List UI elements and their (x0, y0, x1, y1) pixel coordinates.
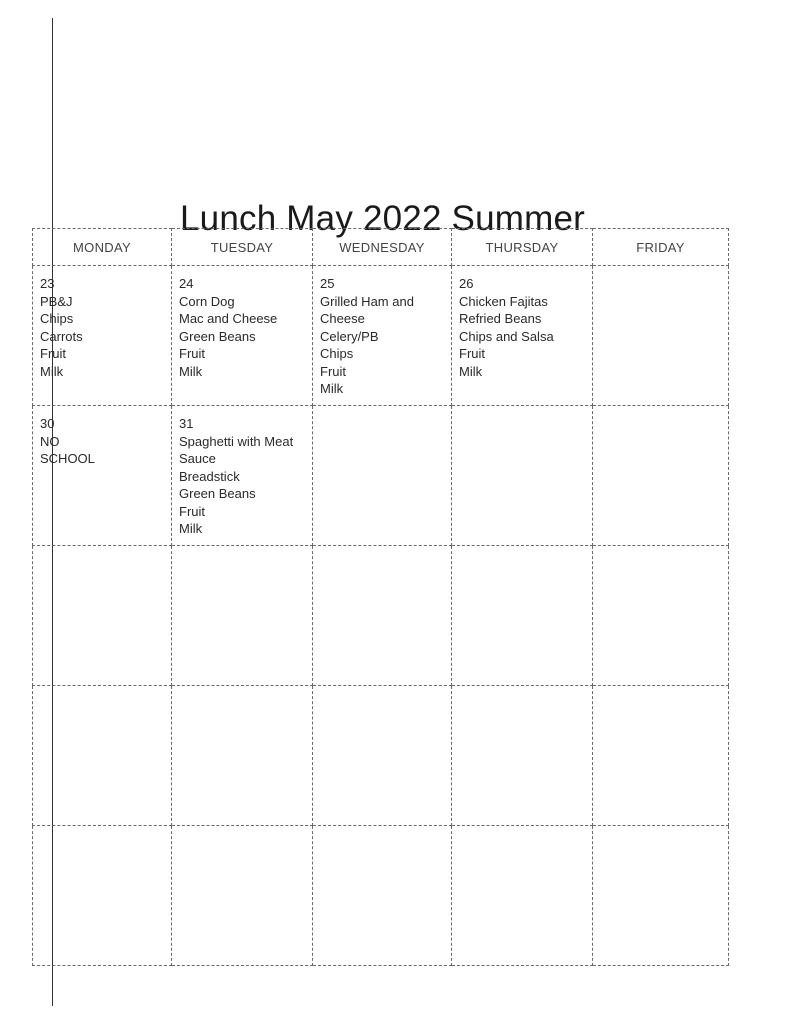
day-cell (313, 686, 452, 826)
menu-item: Fruit (179, 346, 205, 361)
week-row (33, 686, 729, 826)
day-cell-content (33, 826, 171, 835)
day-cell-content (593, 406, 728, 415)
menu-item: Fruit (40, 346, 66, 361)
day-cell (313, 406, 452, 546)
day-cell (593, 546, 729, 686)
weekday-header-thursday: THURSDAY (452, 229, 593, 266)
day-cell-content (313, 406, 451, 415)
day-cell (33, 546, 172, 686)
menu-item: Green Beans (179, 328, 256, 344)
menu-item: Green Beans (179, 486, 256, 501)
day-cell-content (33, 266, 171, 380)
week-row (33, 406, 729, 546)
page-title: Lunch May 2022 Summer (180, 199, 585, 239)
day-date: 30 (40, 416, 55, 431)
day-cell-content (313, 686, 451, 695)
day-cell-content (593, 826, 728, 835)
menu-item: Fruit (179, 503, 205, 519)
day-cell (593, 406, 729, 546)
menu-item: Grilled Ham and (320, 293, 414, 309)
menu-item: Chips (40, 311, 74, 326)
calendar-weeks (33, 266, 729, 966)
menu-item: Celery/PB (320, 328, 379, 344)
day-cell (452, 826, 593, 966)
menu-item: SCHOOL (40, 451, 95, 466)
menu-item: NO (40, 433, 60, 449)
weekday-header-monday: MONDAY (33, 229, 172, 266)
day-cell (172, 266, 313, 406)
day-cell (313, 546, 452, 686)
day-date: 24 (179, 276, 194, 291)
menu-item: Milk (320, 381, 344, 396)
menu-item: Chips (320, 346, 354, 361)
day-cell (172, 686, 313, 826)
week-row (33, 266, 729, 406)
menu-item: Chicken Fajitas (459, 293, 548, 309)
menu-item: Breadstick (179, 468, 240, 484)
day-cell (593, 266, 729, 406)
day-date: 31 (179, 416, 194, 431)
day-cell-content (33, 406, 171, 468)
weekday-header-tuesday: TUESDAY (172, 229, 313, 266)
day-date: 26 (459, 276, 474, 291)
day-cell-content (172, 826, 312, 835)
day-cell (172, 546, 313, 686)
day-cell-content (313, 266, 451, 398)
day-cell (33, 686, 172, 826)
day-cell (452, 266, 593, 406)
weekday-header-wednesday: WEDNESDAY (313, 229, 452, 266)
menu-item: Sauce (179, 451, 216, 466)
day-cell-content (452, 406, 592, 415)
day-cell-content (313, 826, 451, 835)
day-cell (452, 546, 593, 686)
menu-item: Milk (179, 521, 203, 536)
day-cell (313, 826, 452, 966)
day-cell-content (313, 546, 451, 555)
day-cell-content (452, 826, 592, 835)
weekday-header-row (33, 229, 729, 266)
weekday-header-friday: FRIDAY (593, 229, 729, 266)
day-cell (33, 826, 172, 966)
week-row (33, 826, 729, 966)
day-cell (452, 686, 593, 826)
day-date: 25 (320, 276, 335, 291)
menu-item: Chips and Salsa (459, 328, 554, 344)
day-cell-content (452, 686, 592, 695)
menu-item: Refried Beans (459, 311, 542, 326)
menu-item: Cheese (320, 311, 365, 326)
menu-item: Milk (179, 363, 203, 379)
day-cell-content (452, 266, 592, 380)
day-cell (593, 826, 729, 966)
day-cell-content (172, 686, 312, 695)
day-cell (593, 686, 729, 826)
menu-item: Fruit (320, 363, 346, 379)
day-cell (33, 406, 172, 546)
menu-item: Spaghetti with Meat (179, 433, 294, 449)
day-date: 23 (40, 276, 55, 291)
menu-item: PB&J (40, 293, 73, 309)
day-cell (452, 406, 593, 546)
menu-item: Corn Dog (179, 293, 235, 309)
week-row (33, 546, 729, 686)
menu-item: Fruit (459, 346, 485, 361)
day-cell (33, 266, 172, 406)
day-cell-content (452, 546, 592, 555)
day-cell (172, 406, 313, 546)
day-cell-content (33, 686, 171, 695)
lunch-calendar (32, 228, 729, 966)
day-cell-content (593, 546, 728, 555)
day-cell-content (593, 686, 728, 695)
day-cell-content (593, 266, 728, 275)
menu-item: Mac and Cheese (179, 311, 278, 326)
day-cell-content (172, 406, 312, 538)
menu-item: Carrots (40, 328, 83, 344)
menu-item: Milk (459, 363, 483, 379)
day-cell-content (172, 266, 312, 380)
day-cell (172, 826, 313, 966)
day-cell-content (172, 546, 312, 555)
day-cell-content (33, 546, 171, 555)
menu-item: Milk (40, 363, 64, 379)
day-cell (313, 266, 452, 406)
